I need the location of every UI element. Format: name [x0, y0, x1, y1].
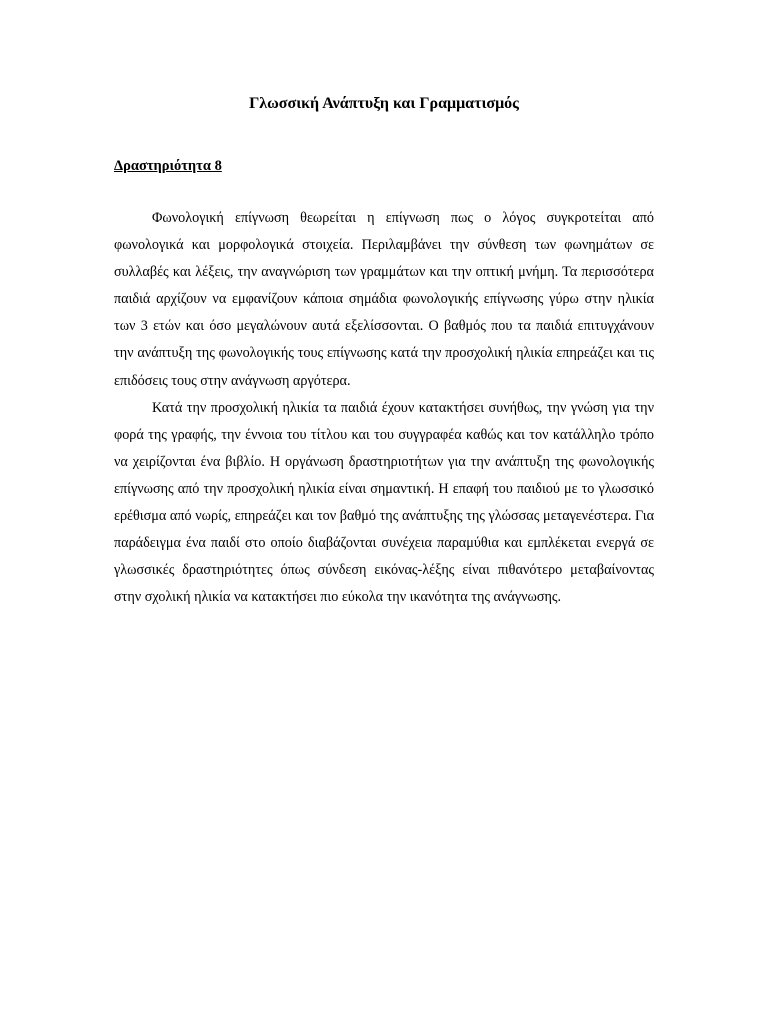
document-body: [114, 205, 654, 611]
activity-heading: Δραστηριότητα 8: [114, 158, 222, 174]
paragraph-1: Φωνολογική επίγνωση θεωρείται η επίγνωση πως ο λόγος συγκροτείται από φωνολογικά και μορφολογικά στοιχεία. Περιλαμβάνει την σύνθεση των φωνημάτων σε συλλαβές και λέξεις, την αναγνώριση των γραμμάτων και την οπτική μνήμη. Τα περισσότερα παιδιά αρχίζουν να εμφανίζουν κάποια σημάδια φωνολογικής επίγνωσης γύρω στην ηλικία των 3 ετών και όσο μεγαλώνουν αυτά εξελίσσονται. Ο βαθμός που τα παιδιά επιτυγχάνουν την ανάπτυξη της φωνολογικής τους επίγνωσης κατά την προσχολική ηλικία επηρεάζει και τις επιδόσεις τους στην ανάγνωση αργότερα.: [114, 210, 654, 389]
document-title: Γλωσσική Ανάπτυξη και Γραμματισμός: [249, 95, 519, 112]
paragraph-2: Κατά την προσχολική ηλικία τα παιδιά έχουν κατακτήσει συνήθως, την γνώση για την φορά της γραφής, την έννοια του τίτλου και του συγγραφέα καθώς και τον κατάλληλο τρόπο να χειρίζονται ένα βιβλίο. Η οργάνωση δραστηριοτήτων για την ανάπτυξη της φωνολογικής επίγνωσης από την προσχολική ηλικία είναι σημαντική. Η επαφή του παιδιού με το γλωσσικό ερέθισμα από νωρίς, επηρεάζει και τον βαθμό της ανάπτυξης της γλώσσας μεταγενέστερα. Για παράδειγμα ένα παιδί στο οποίο διαβάζονται συνέχεια παραμύθια και εμπλέκεται ενεργά σε γλωσσικές δραστηριότητες όπως σύνδεση εικόνας-λέξης είναι πιθανότερο μεταβαίνοντας στην σχολική ηλικία να κατακτήσει πιο εύκολα την ικανότητα της ανάγνωσης.: [114, 399, 654, 606]
